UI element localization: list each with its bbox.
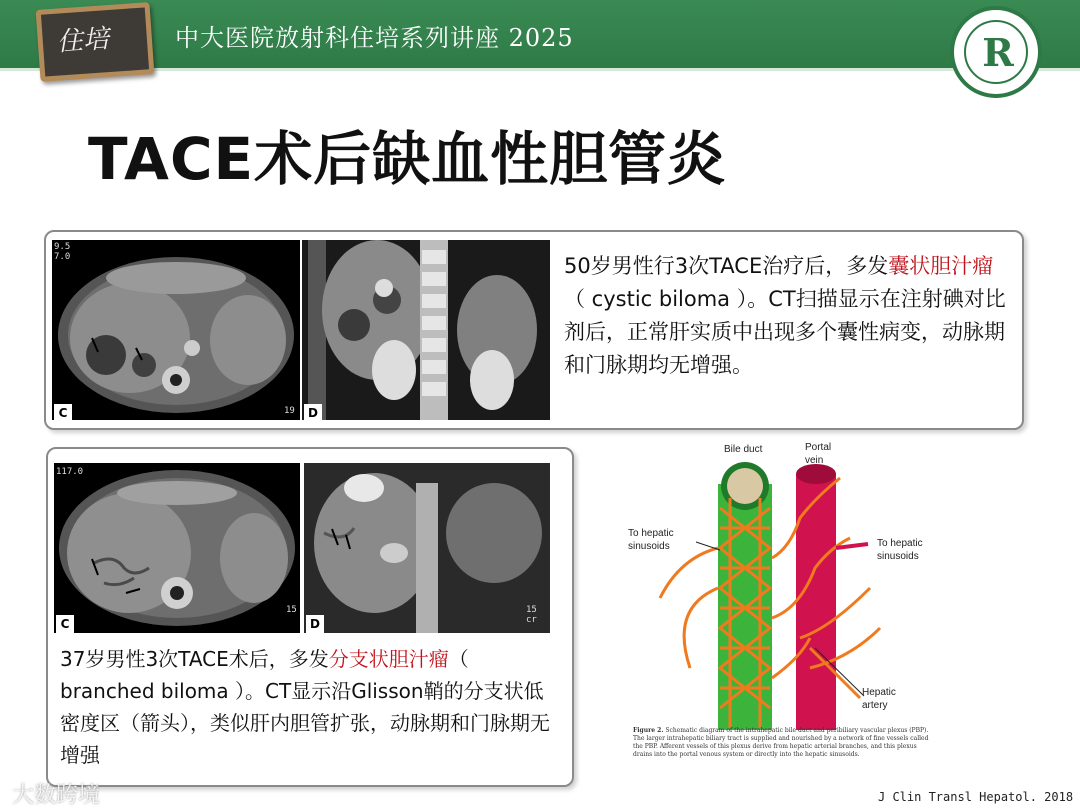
case2-num-top: 117.0 <box>56 467 84 477</box>
sinusoid-leader-left <box>696 542 720 550</box>
label-to-hepatic-left-1: To hepatic <box>628 528 674 539</box>
slide-title: TACE术后缺血性胆管炎 <box>88 125 727 193</box>
case1-box <box>44 230 1024 430</box>
case2-axial-ct-drawing <box>54 463 300 633</box>
case1-axial-ct-drawing <box>52 240 300 420</box>
label-hepatic-artery-2: artery <box>862 700 888 711</box>
series-title: 中大医院放射科住培系列讲座 2025 <box>175 24 574 52</box>
label-to-hepatic-left-2: sinusoids <box>628 541 670 552</box>
label-hepatic-artery-1: Hepatic <box>862 687 896 698</box>
label-portal-vein-2: vein <box>805 455 824 466</box>
case2-text-highlight: 分支状胆汁瘤 <box>328 647 449 671</box>
label-to-hepatic-right-2: sinusoids <box>877 551 919 562</box>
case1-coronal-ct-image <box>302 240 550 420</box>
case1-num-top-a: 9.5 <box>54 242 71 252</box>
case1-text-before: 50岁男性行3次TACE治疗后，多发 <box>564 254 889 278</box>
portal-vein-shape <box>796 474 836 730</box>
case2-panel-d-label: D <box>306 615 324 633</box>
figure-caption <box>633 727 933 759</box>
case1-num-bottom: 19 <box>284 406 295 416</box>
logo-letter: R <box>982 30 1014 75</box>
case2-coronal-ct-image <box>304 463 550 633</box>
case2-panel-c-label: C <box>56 615 74 633</box>
case1-coronal-ct-drawing <box>302 240 550 420</box>
watermark: 大数跨境 <box>12 783 101 808</box>
figure-caption-label: Figure 2. <box>633 727 664 734</box>
case2-text-before: 37岁男性3次TACE术后，多发 <box>60 647 329 671</box>
figure-caption-text: Schematic diagram of the intrahepatic bile duct and peribiliary vascular plexus (PBP). The larger intrahepatic biliary tract is supplied and nourished by a network of fine vessels called the PBP. Afferent vessels of this plexus derive from hepatic arterial branches, and this plexus drains into the portal venous system or directly into the hepatic sinusoids. <box>633 727 929 758</box>
bile-duct-lumen-inner <box>727 468 763 504</box>
case2-num-side-b: 15 cr <box>526 605 537 625</box>
journal-citation: J Clin Transl Hepatol. 2018 <box>878 790 1074 804</box>
case2-coronal-ct-drawing <box>304 463 550 633</box>
badge-text: 住培 <box>55 24 110 58</box>
case1-panel-c-label: C <box>54 404 72 420</box>
label-to-hepatic-right-1: To hepatic <box>877 538 923 549</box>
case2-box <box>46 447 574 787</box>
case1-num-top-b: 7.0 <box>54 252 71 262</box>
case1-text-highlight: 囊状胆汁瘤 <box>888 254 994 278</box>
case1-description <box>564 250 1012 382</box>
hospital-logo <box>950 6 1042 98</box>
label-portal-vein-1: Portal <box>805 442 832 453</box>
case2-num-side-a: 15 <box>286 605 297 615</box>
case1-axial-ct-image <box>52 240 300 420</box>
case2-text-after: （ branched biloma ）。CT显示沿Glisson鞘的分支状低密度区（箭头），类似肝内胆管扩张，动脉期和门脉期无增强 <box>60 647 550 767</box>
case1-text-after: （ cystic biloma ）。CT扫描显示在注射碘对比剂后，正常肝实质中出现多个囊性病变，动脉期和门脉期均无增强。 <box>564 287 1006 377</box>
case1-panel-d-label: D <box>304 404 322 420</box>
case2-axial-ct-image <box>54 463 300 633</box>
portal-vein-top <box>796 464 836 484</box>
label-bile-duct: Bile duct <box>724 444 763 455</box>
logo-ring <box>964 20 1028 84</box>
header-stripe <box>0 68 1080 71</box>
case2-description <box>60 643 560 771</box>
chalkboard-badge <box>36 2 155 82</box>
